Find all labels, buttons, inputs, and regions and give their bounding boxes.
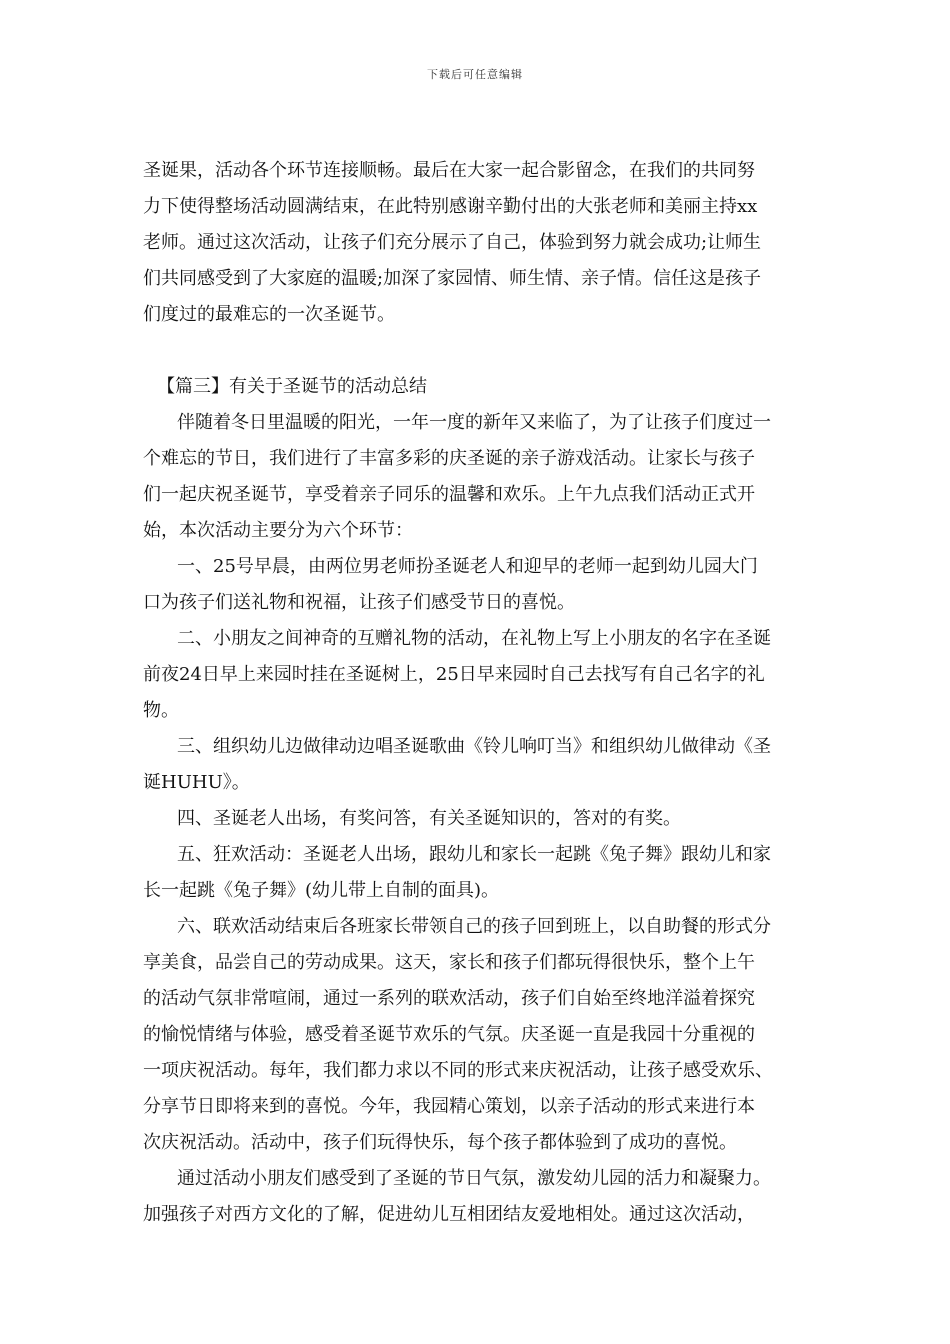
list-item (143, 837, 813, 909)
paragraph (143, 405, 813, 549)
text-line: 六、联欢活动结束后各班家长带领自己的孩子回到班上，以自助餐的形式分 (177, 916, 771, 937)
paragraph (143, 1161, 813, 1233)
text-line: 长一起跳《兔子舞》(幼儿带上自制的面具)。 (143, 880, 500, 901)
text-line: 前夜24日早上来园时挂在圣诞树上，25日早来园时自己去找写有自己名字的礼 (143, 664, 765, 685)
text-line: 口为孩子们送礼物和祝福，让孩子们感受节日的喜悦。 (143, 592, 575, 613)
section-title: 【篇三】有关于圣诞节的活动总结 (157, 376, 427, 397)
text-line: 三、组织幼儿边做律动边唱圣诞歌曲《铃儿响叮当》和组织幼儿做律动《圣 (177, 736, 771, 757)
text-line: 伴随着冬日里温暖的阳光，一年一度的新年又来临了，为了让孩子们度过一 (177, 412, 771, 433)
text-line: 加强孩子对西方文化的了解，促进幼儿互相团结友爱地相处。通过这次活动， (143, 1204, 755, 1225)
list-item (143, 909, 813, 1161)
text-line: 五、狂欢活动：圣诞老人出场，跟幼儿和家长一起跳《兔子舞》跟幼儿和家 (177, 844, 771, 865)
text-line: 们度过的最难忘的一次圣诞节。 (143, 304, 395, 325)
text-line: 始，本次活动主要分为六个环节： (143, 520, 413, 541)
list-item (143, 621, 813, 729)
text-line: 次庆祝活动。活动中，孩子们玩得快乐，每个孩子都体验到了成功的喜悦。 (143, 1132, 737, 1153)
text-line: 通过活动小朋友们感受到了圣诞的节日气氛，激发幼儿园的活力和凝聚力。 (177, 1168, 771, 1189)
text-line: 一、25号早晨，由两位男老师扮圣诞老人和迎早的老师一起到幼儿园大门 (177, 556, 758, 577)
text-line: 们共同感受到了大家庭的温暖;加深了家园情、师生情、亲子情。信任这是孩子 (143, 268, 762, 289)
page-header: 下载后可任意编辑 (427, 68, 523, 81)
section-heading (143, 369, 813, 405)
paragraph-gap (143, 333, 813, 369)
text-line: 的活动气氛非常喧闹，通过一系列的联欢活动，孩子们自始至终地洋溢着探究 (143, 988, 755, 1009)
text-line: 们一起庆祝圣诞节，享受着亲子同乐的温馨和欢乐。上午九点我们活动正式开 (143, 484, 755, 505)
text-line: 分享节日即将来到的喜悦。今年，我园精心策划，以亲子活动的形式来进行本 (143, 1096, 755, 1117)
list-item (143, 549, 813, 621)
list-item (143, 729, 813, 801)
text-line: 物。 (143, 700, 179, 721)
document-body (143, 153, 813, 1233)
text-line: 圣诞果，活动各个环节连接顺畅。最后在大家一起合影留念，在我们的共同努 (143, 160, 755, 181)
list-item (143, 801, 813, 837)
text-line: 一项庆祝活动。每年，我们都力求以不同的形式来庆祝活动，让孩子感受欢乐、 (143, 1060, 773, 1081)
text-line: 四、圣诞老人出场，有奖问答，有关圣诞知识的，答对的有奖。 (177, 808, 681, 829)
text-line: 个难忘的节日，我们进行了丰富多彩的庆圣诞的亲子游戏活动。让家长与孩子 (143, 448, 755, 469)
paragraph (143, 153, 813, 333)
text-line: 诞HUHU》。 (143, 772, 250, 793)
text-line: 老师。通过这次活动，让孩子们充分展示了自己，体验到努力就会成功;让师生 (143, 232, 762, 253)
text-line: 的愉悦情绪与体验，感受着圣诞节欢乐的气氛。庆圣诞一直是我园十分重视的 (143, 1024, 755, 1045)
text-line: 二、小朋友之间神奇的互赠礼物的活动，在礼物上写上小朋友的名字在圣诞 (177, 628, 771, 649)
text-line: 力下使得整场活动圆满结束，在此特别感谢辛勤付出的大张老师和美丽主持xx (143, 196, 758, 217)
text-line: 享美食，品尝自己的劳动成果。这天，家长和孩子们都玩得很快乐，整个上午 (143, 952, 755, 973)
